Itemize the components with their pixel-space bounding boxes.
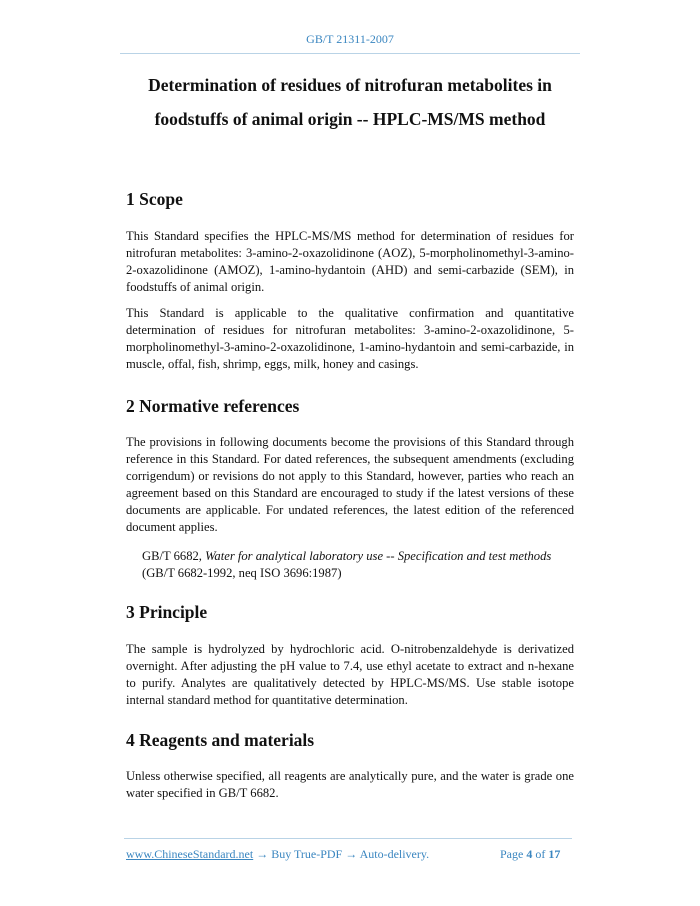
of-label: of [532, 847, 549, 861]
doc-title-line1: Determination of residues of nitrofuran metabolites in [148, 75, 552, 95]
heading-reagents: 4 Reagents and materials [126, 730, 315, 750]
scope-paragraph-1: This Standard specifies the HPLC-MS/MS method for determination of residues for nitrofuran metabolites: 3-amino-2-oxazolidinone (AOZ), 5-morpholinomethyl-3-amino-2-oxazolidinone (AMOZ), 1-amino-hydantoin (AHD) and semi-carbazide (SEM), in foodstuffs of animal origin. [126, 229, 574, 294]
scope-paragraph-2: This Standard is applicable to the qualitative confirmation and quantitative determination of residues for nitrofuran metabolites: 3-amino-2-oxazolidinone, 5-morpholinomethyl-3-amino-2-oxazolidinone, 1-amino-hydantoin and semi-carbazide, in muscle, offal, fish, shrimp, eggs, milk, honey and casings. [126, 306, 574, 371]
page-total: 17 [548, 847, 561, 861]
footer-promo [126, 847, 429, 862]
header-doc-code: GB/T 21311-2007 [306, 32, 394, 46]
heading-scope: 1 Scope [126, 189, 183, 209]
reference-title: Water for analytical laboratory use -- Specification and test methods [205, 549, 552, 563]
footer-promo-text: → Buy True-PDF → Auto-delivery. [253, 847, 430, 861]
page-number: 4 [526, 847, 533, 861]
page-label: Page [500, 847, 527, 861]
reference-note: (GB/T 6682-1992, neq ISO 3696:1987) [142, 566, 342, 580]
principle-paragraph: The sample is hydrolyzed by hydrochloric acid. O-nitrobenzaldehyde is derivatized overnight. After adjusting the pH value to 7.4, use ethyl acetate to extract and n-hexane to purify. Analytes are qualitatively detected by HPLC-MS/MS. Use stable isotope internal standard method for quantitative determination. [126, 642, 574, 707]
heading-principle: 3 Principle [126, 602, 208, 622]
reagents-paragraph: Unless otherwise specified, all reagents are analytically pure, and the water is grade one water specified in GB/T 6682. [126, 769, 574, 800]
page-indicator [500, 847, 560, 862]
normative-paragraph: The provisions in following documents become the provisions of this Standard through reference in this Standard. For dated references, the subsequent amendments (excluding corrigendum) or revisions do not apply to this Standard, however, parties who reach an agreement based on this Standard are encouraged to study if the latest versions of these documents are applicable. For undated references, the latest edition of the referenced document applies. [126, 435, 574, 534]
footer-site-link[interactable]: www.ChineseStandard.net [126, 847, 254, 861]
doc-title-line2: foodstuffs of animal origin -- HPLC-MS/MS method [154, 109, 546, 129]
normative-reference-item [142, 548, 574, 582]
header-divider [120, 53, 580, 54]
reference-code: GB/T 6682, [142, 549, 206, 563]
heading-normative-references: 2 Normative references [126, 396, 300, 416]
footer-divider [124, 838, 572, 839]
